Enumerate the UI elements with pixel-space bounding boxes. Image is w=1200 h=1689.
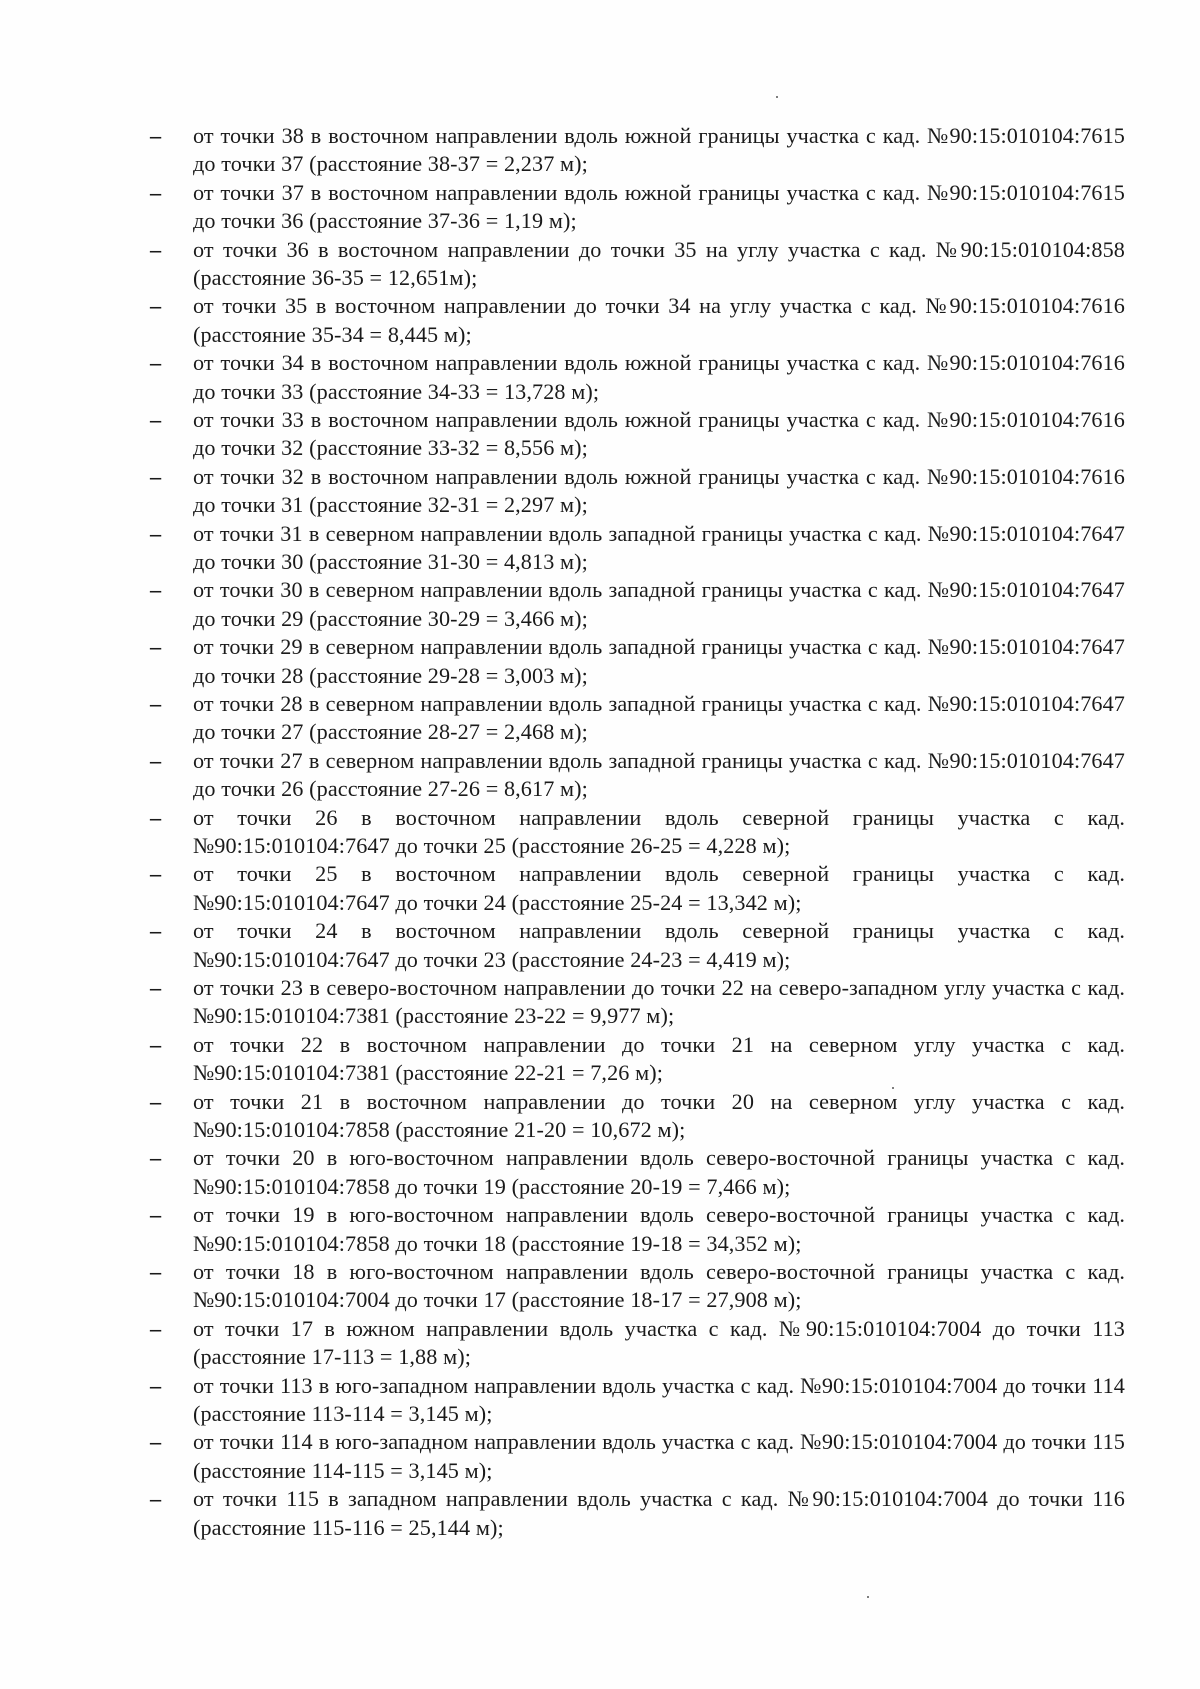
boundary-segment-text: от точки 35 в восточном направлении до точки 34 на углу участка с кад. №90:15:010104:7616 (расстояние 35-34 = 8,445 м); xyxy=(193,293,1125,347)
boundary-segment-33-32 xyxy=(150,406,1125,463)
boundary-segment-text: от точки 21 в восточном направлении до точки 20 на северном углу участка с кад. №90:15:010104:7858 (расстояние 21-20 = 10,672 м); xyxy=(193,1088,1125,1142)
boundary-segment-text: от точки 34 в восточном направлении вдоль южной границы участка с кад. №90:15:010104:7616 до точки 33 (расстояние 34-33 = 13,728 м); xyxy=(193,350,1125,404)
boundary-segment-30-29 xyxy=(150,576,1125,633)
boundary-segment-text: от точки 114 в юго-западном направлении вдоль участка с кад. №90:15:010104:7004 до точки 115 (расстояние 114-115 = 3,145 м); xyxy=(193,1429,1125,1483)
boundary-segment-35-34 xyxy=(150,292,1125,349)
list-dash: – xyxy=(150,918,162,944)
boundary-segment-text: от точки 26 в восточном направлении вдоль северной границы участка с кад. №90:15:010104:7647 до точки 25 (расстояние 26-25 = 4,228 м); xyxy=(193,804,1125,858)
list-dash: – xyxy=(150,1088,162,1114)
boundary-segment-115-116 xyxy=(150,1485,1125,1542)
list-dash: – xyxy=(150,350,162,376)
boundary-segment-31-30 xyxy=(150,520,1125,577)
boundary-segment-text: от точки 24 в восточном направлении вдоль северной границы участка с кад. №90:15:010104:7647 до точки 23 (расстояние 24-23 = 4,419 м); xyxy=(193,918,1125,972)
boundary-segment-text: от точки 38 в восточном направлении вдоль южной границы участка с кад. №90:15:010104:7615 до точки 37 (расстояние 38-37 = 2,237 м); xyxy=(193,123,1125,177)
boundary-segment-23-22 xyxy=(150,974,1125,1031)
list-dash: – xyxy=(150,861,162,887)
boundary-segment-38-37 xyxy=(150,122,1125,179)
boundary-segment-19-18 xyxy=(150,1201,1125,1258)
boundary-segment-37-36 xyxy=(150,179,1125,236)
boundary-segment-34-33 xyxy=(150,349,1125,406)
scan-speck xyxy=(867,1596,869,1598)
list-dash: – xyxy=(150,577,162,603)
boundary-segment-text: от точки 29 в северном направлении вдоль западной границы участка с кад. №90:15:010104:7647 до точки 28 (расстояние 29-28 = 3,003 м); xyxy=(193,634,1125,688)
list-dash: – xyxy=(150,1202,162,1228)
list-dash: – xyxy=(150,974,162,1000)
list-dash: – xyxy=(150,520,162,546)
boundary-segment-28-27 xyxy=(150,690,1125,747)
boundary-segment-113-114 xyxy=(150,1372,1125,1429)
boundary-segment-text: от точки 33 в восточном направлении вдоль южной границы участка с кад. №90:15:010104:7616 до точки 32 (расстояние 33-32 = 8,556 м); xyxy=(193,406,1125,461)
boundary-segment-25-24 xyxy=(150,860,1125,917)
scan-speck xyxy=(892,1087,894,1089)
boundary-segment-27-26 xyxy=(150,747,1125,804)
boundary-segment-17-113 xyxy=(150,1315,1125,1372)
boundary-segment-text: от точки 115 в западном направлении вдоль участка с кад. №90:15:010104:7004 до точки 116 (расстояние 115-116 = 25,144 м); xyxy=(193,1486,1125,1540)
boundary-description-list xyxy=(150,122,1125,1542)
scan-speck xyxy=(776,96,778,98)
boundary-segment-text: от точки 22 в восточном направлении до точки 21 на северном углу участка с кад. №90:15:010104:7381 (расстояние 22-21 = 7,26 м); xyxy=(193,1031,1125,1086)
boundary-segment-text: от точки 27 в северном направлении вдоль западной границы участка с кад. №90:15:010104:7647 до точки 26 (расстояние 27-26 = 8,617 м); xyxy=(193,747,1125,802)
boundary-segment-text: от точки 18 в юго-восточном направлении вдоль северо-восточной границы участка с кад. №90:15:010104:7004 до точки 17 (расстояние 18-17 = 27,908 м); xyxy=(193,1258,1125,1313)
boundary-segment-text: от точки 31 в северном направлении вдоль западной границы участка с кад. №90:15:010104:7647 до точки 30 (расстояние 31-30 = 4,813 м); xyxy=(193,520,1125,574)
list-dash: – xyxy=(150,293,162,319)
list-dash: – xyxy=(150,1258,162,1284)
boundary-segment-text: от точки 28 в северном направлении вдоль западной границы участка с кад. №90:15:010104:7647 до точки 27 (расстояние 28-27 = 2,468 м); xyxy=(193,690,1125,745)
boundary-segment-29-28 xyxy=(150,633,1125,690)
list-dash: – xyxy=(150,1031,162,1057)
list-dash: – xyxy=(150,747,162,773)
list-dash: – xyxy=(150,123,162,148)
boundary-segment-32-31 xyxy=(150,463,1125,520)
list-dash: – xyxy=(150,804,162,830)
boundary-segment-text: от точки 30 в северном направлении вдоль западной границы участка с кад. №90:15:010104:7647 до точки 29 (расстояние 30-29 = 3,466 м); xyxy=(193,577,1125,631)
boundary-segment-text: от точки 23 в северо-восточном направлении до точки 22 на северо-западном углу участка с кад. №90:15:010104:7381 (расстояние 23-22 = 9,977 м); xyxy=(193,974,1125,1029)
list-dash: – xyxy=(150,236,162,262)
boundary-segment-text: от точки 37 в восточном направлении вдоль южной границы участка с кад. №90:15:010104:7615 до точки 36 (расстояние 37-36 = 1,19 м); xyxy=(193,179,1125,234)
boundary-segment-114-115 xyxy=(150,1428,1125,1485)
boundary-segment-text: от точки 25 в восточном направлении вдоль северной границы участка с кад. №90:15:010104:7647 до точки 24 (расстояние 25-24 = 13,342 м); xyxy=(193,861,1125,915)
list-dash: – xyxy=(150,1429,162,1455)
list-dash: – xyxy=(150,179,162,205)
boundary-segment-36-35 xyxy=(150,236,1125,293)
list-dash: – xyxy=(150,463,162,489)
list-dash: – xyxy=(150,690,162,716)
boundary-segment-text: от точки 32 в восточном направлении вдоль южной границы участка с кад. №90:15:010104:7616 до точки 31 (расстояние 32-31 = 2,297 м); xyxy=(193,463,1125,518)
list-dash: – xyxy=(150,1315,162,1341)
boundary-segment-text: от точки 17 в южном направлении вдоль участка с кад. №90:15:010104:7004 до точки 113 (расстояние 17-113 = 1,88 м); xyxy=(193,1315,1125,1370)
list-dash: – xyxy=(150,1145,162,1171)
boundary-segment-26-25 xyxy=(150,804,1125,861)
boundary-segment-text: от точки 36 в восточном направлении до точки 35 на углу участка с кад. №90:15:010104:858 (расстояние 36-35 = 12,651м); xyxy=(193,236,1125,290)
boundary-segment-text: от точки 113 в юго-западном направлении вдоль участка с кад. №90:15:010104:7004 до точки 114 (расстояние 113-114 = 3,145 м); xyxy=(193,1372,1125,1426)
boundary-segment-21-20 xyxy=(150,1088,1125,1145)
boundary-segment-24-23 xyxy=(150,917,1125,974)
list-dash: – xyxy=(150,1486,162,1512)
list-dash: – xyxy=(150,1372,162,1398)
boundary-segment-text: от точки 20 в юго-восточном направлении вдоль северо-восточной границы участка с кад. №90:15:010104:7858 до точки 19 (расстояние 20-19 = 7,466 м); xyxy=(193,1145,1125,1199)
list-dash: – xyxy=(150,406,162,432)
boundary-segment-22-21 xyxy=(150,1031,1125,1088)
boundary-segment-18-17 xyxy=(150,1258,1125,1315)
list-dash: – xyxy=(150,634,162,660)
boundary-segment-20-19 xyxy=(150,1144,1125,1201)
boundary-segment-text: от точки 19 в юго-восточном направлении вдоль северо-восточной границы участка с кад. №90:15:010104:7858 до точки 18 (расстояние 19-18 = 34,352 м); xyxy=(193,1202,1125,1256)
